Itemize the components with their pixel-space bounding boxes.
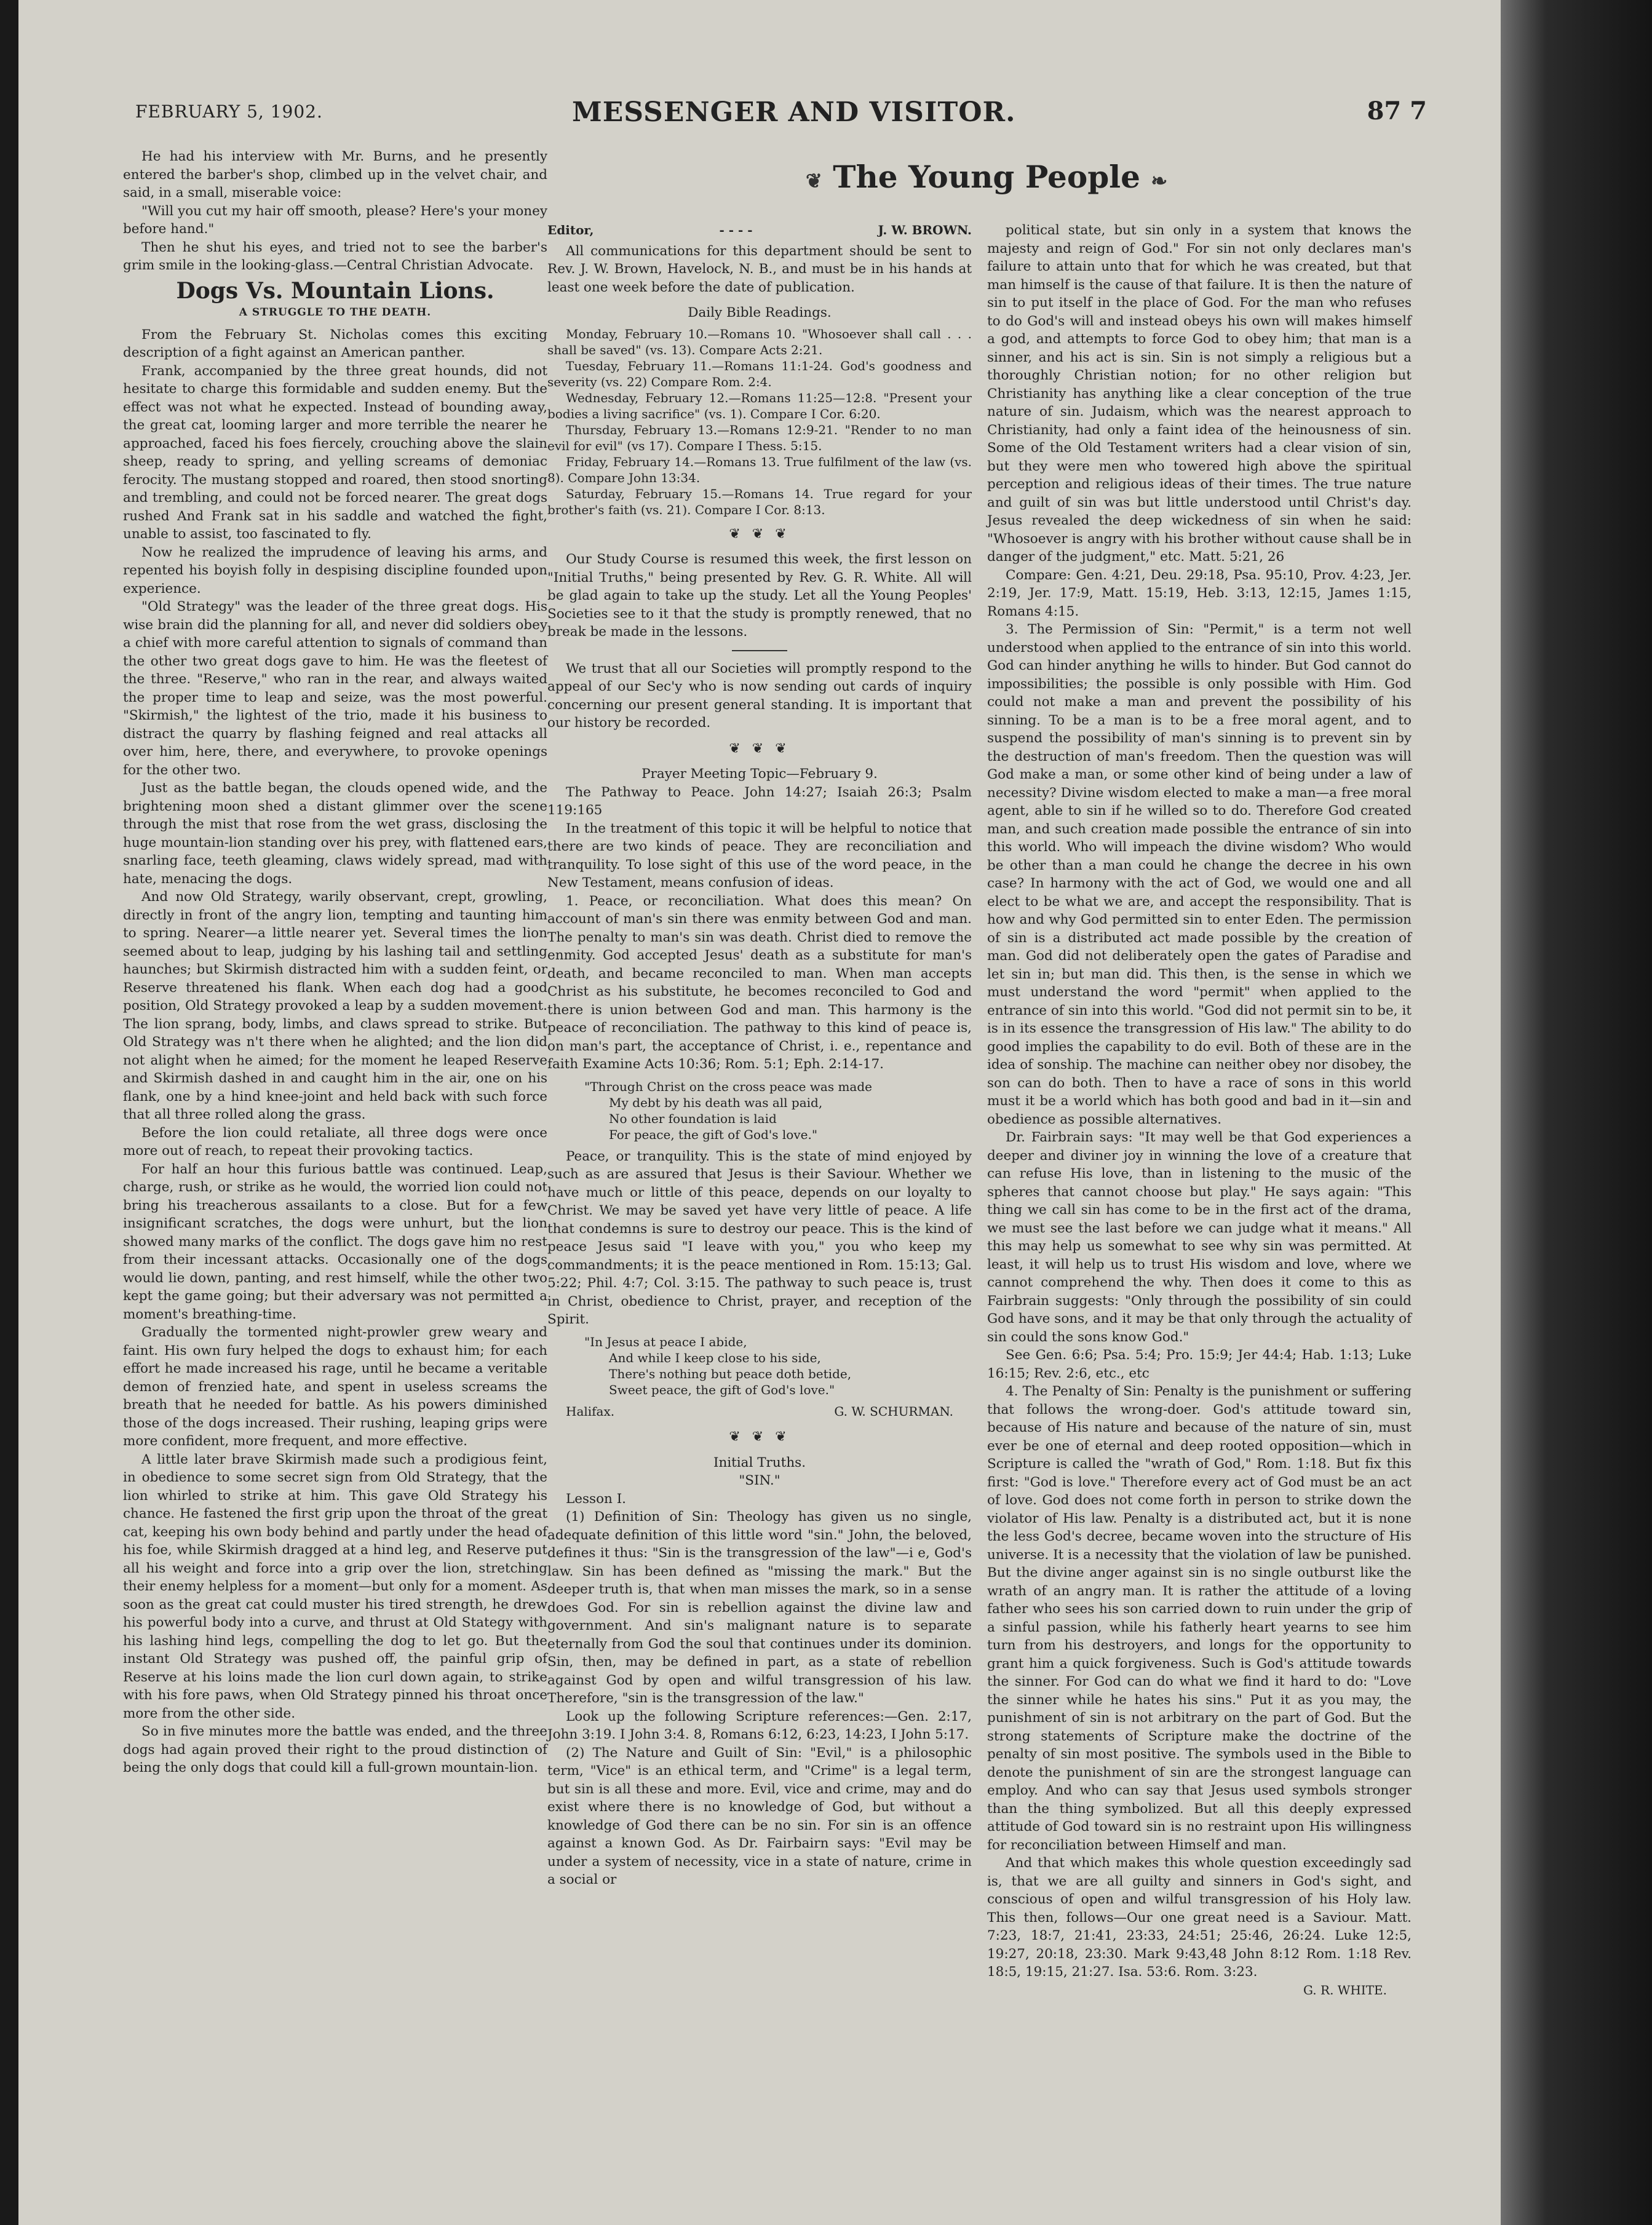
separator-ornament: ❦ ❦ ❦ [729,740,790,756]
paragraph: (1) Definition of Sin: Theology has given us no single, adequate definition of this little word "sin." John, the beloved, defines it thus: "Sin is the transgression of the law"—i e, God's law. Sin has been defined as "missing the mark." But the deeper truth is, that when man misses the mark, so in a sense does God. For sin is rebellion against the divine law and government. And sin's malignant nature is to separate eternally from God the soul that continues under its dominion. Sin, then, may be defined in part, as a state of rebellion against God by open and wilful transgression of his law. Therefore, "sin is the transgression of the law." [547,1509,972,1706]
paragraph: 3. The Permission of Sin: "Permit," is a term not well understood when applied to the entrance of sin into this world. God can hinder anything he wills to hinder. But God cannot do impossibilities; the possible is only possible with Him. God could not make a man and prevent the possibility of his sinning. To be a man is to be a free moral agent, and to suspend the possibility of man's sinning is to prevent sin by the destruction of man's freedom. Then the question was will God make a man, or some other kind of being under a law of necessity? Divine wisdom elected to make a man—a free moral agent, able to sin if he willed so to do. Therefore God created man, and such creation made possible the entrance of sin into this world. Who will impeach the divine wisdom? Who would be other than a man could he change the decree in his own case? In harmony with the act of God, we would one and all elect to be what we are, and accept the responsibility. That is how and why God permitted sin to enter Eden. The permission of sin is a distributed act made possible by the creation of man. God did not deliberately open the gates of Paradise and let sin in; but man did. This then, is the sense in which we must understand the word "permit" when applied to the entrance of sin into this world. "God did not permit sin to be, it is in its essence the transgression of His law." The ability to do good implies the capability to do evil. Both of these are in the idea of sonship. The machine can neither obey nor disobey, the son can do both. Then to have a race of sons in this world must it be a world which has both good and bad in it—sin and obedience as possible alternatives. [987,622,1412,1127]
page-header [105,95,1427,132]
editor-name: J. W. BROWN. [878,223,972,237]
column-right [987,221,1412,1999]
verse-line: Sweet peace, the gift of God's love." [609,1382,835,1397]
paragraph: 1. Peace, or reconciliation. What does this mean? On account of man's sin there was enmity between God and man. The penalty to man's sin was death. Christ died to remove the enmity. God accepted Jesus' death as a substitute for man's death, and became reconciled to man. When man accepts Christ as his substitute, he becomes reconciled to God and there is union between God and man. This harmony is the peace of reconciliation. The pathway to this kind of peace is, on man's part, the acceptance of Christ, i. e., repentance and faith Examine Acts 10:36; Rom. 5:1; Eph. 2:14-17. [547,893,972,1072]
paragraph: Dr. Fairbrain says: "It may well be that God experiences a deeper and diviner joy in winning the love of a creature that can refuse His love, than in listening to the music of the spheres that cannot choose but play." He says again: "This thing we call sin has come to be in the first act of the drama, we must see the last before we can judge what it means." All this may help us somewhat to see why sin was permitted. At least, it will help us to trust His wisdom and love, where we cannot comprehend the why. Then does it come to this as Fairbrain suggests: "Only through the possibility of sin could God have sons, and it may be that only through the actuality of sin could the sons know God." [987,1130,1412,1345]
initial-truths-title: Initial Truths. [713,1454,806,1470]
peace-article [547,820,972,1074]
paragraph: And that which makes this whole question exceedingly sad is, that we are all guilty and sinners in God's sight, and conscious of open and wilful transgression of his Holy law. This then, follows—Our one great need is a Saviour. Matt. 7:23, 18:7, 21:41, 23:33, 24:51; 25:46, 26:24. Luke 12:5, 19:27, 20:18, 23:30. Mark 9:43,48 John 8:12 Rom. 1:18 Rev. 18:5, 19:15, 21:27. Isa. 53:6. Rom. 3:23. [987,1855,1412,1980]
bible-reading-item: Wednesday, February 12.—Romans 11:25—12:8. "Present your bodies a living sacrifice" (vs. 1). Compare I Cor. 6:20. [547,390,972,421]
initial-truths-subtitle: "SIN." [739,1473,780,1488]
masthead-title: MESSENGER AND VISITOR. [572,97,1016,128]
paragraph: See Gen. 6:6; Psa. 5:4; Pro. 15:9; Jer 44:4; Hab. 1:13; Luke 16:15; Rev. 2:6, etc., etc [987,1347,1412,1381]
bible-readings-list [547,326,972,518]
paragraph: For half an hour this furious battle was continued. Leap, charge, rush, or strike as he would, the worried lion could not bring his treacherous assailants to a close. But for a few insignificant scratches, the dogs were unhurt, but the lion showed many marks of the conflict. The dogs gave him no rest from their incessant attacks. Occasionally one of the dogs would lie down, panting, and rest himself, while the other two kept the game going; but their adversary was not permitted a moment's breathing-time. [123,1161,547,1322]
divider-rule [732,650,787,651]
paragraph: political state, but sin only in a system that knows the majesty and reign of God." For sin not only declares man's failure to attain unto that for which he was created, but that man himself is the cause of that failure. It is then the nature of sin to put itself in the place of God. For the man who refuses to do God's will and instead obeys his own will makes himself a god, and attempts to force God to obey him; that man is a sinner, and his act is sin. Sin is not simply a religious but a thoroughly Christian notion; for no other religion but Christianity has anything like a clear conception of the true nature of sin. Judaism, which was the nearest approach to Christianity, had only a faint idea of the heinousness of sin. Some of the Old Testament writers had a clear vision of sin, but they were men who towered high above the spiritual perception and religious ideas of their times. The true nature and guilt of sin was but little understood until Christ's day. Jesus revealed the deep wickedness of sin when he said: "Whosoever is angry with his brother without cause shall be in danger of the judgment," etc. Matt. 5:21, 26 [987,223,1412,565]
paragraph: From the February St. Nicholas comes this exciting description of a fight against an American panther. [123,327,547,360]
paragraph: And now Old Strategy, warily observant, crept, growling, directly in front of the angry lion, tempting and taunting him to spring. Nearer—a little nearer yet. Several times the lion seemed about to leap, judging by his lashing tail and settling haunches; but Skirmish distracted him with a sudden feint, or Reserve threatened his flank. When each dog had a good position, Old Strategy provoked a leap by a sudden movement. The lion sprang, body, limbs, and claws spread to strike. But Old Strategy was n't there when he alighted; and the lion did not alight when he aimed; for the moment he leaped Reserve and Skirmish dashed in and caught him in the air, one on his flank, one by a hind knee-joint and held back with such force that all three rolled along the grass. [123,889,547,1122]
lesson-body [547,1508,972,1889]
paragraph: In the treatment of this topic it will be helpful to notice that there are two kinds of peace. They are reconciliation and tranquility. To lose sight of this use of the word peace, in the New Testament, means confusion of ideas. [547,820,972,890]
bible-reading-item: Monday, February 10.—Romans 10. "Whosoever shall call . . . shall be saved" (vs. 13). Compare Acts 2:21. [547,326,972,357]
verse-line: "Through Christ on the cross peace was made [584,1079,872,1094]
signature-place: Halifax. [566,1403,615,1419]
editor-label: Editor, [547,223,594,237]
section-title-text: The Young People [833,159,1140,195]
bible-reading-item: Friday, February 14.—Romans 13. True fulfilment of the law (vs. 8). Compare John 13:34. [547,454,972,485]
fleuron-right-icon: ❧ [1151,169,1168,192]
verse-line: There's nothing but peace doth betide, [609,1366,852,1381]
verse-line: No other foundation is laid [609,1111,777,1126]
societies-note: We trust that all our Societies will promptly respond to the appeal of our Sec'y who is now sending out cards of inquiry concerning our present general standing. It is important that our history be recorded. [547,660,972,731]
article-subtitle-dogs: A STRUGGLE TO THE DEATH. [239,306,432,319]
paragraph: Compare: Gen. 4:21, Deu. 29:18, Psa. 95:10, Prov. 4:23, Jer. 2:19, Jer. 17:9, Matt. 15:19, Heb. 3:13, 12:15, James 1:15, Romans 4:15. [987,567,1412,619]
editor-line [547,221,972,240]
paragraph: Just as the battle began, the clouds opened wide, and the brightening moon shed a distant glimmer over the scene through the mist that rose from the wet grass, disclosing the huge mountain-lion standing over his prey, with flattened ears, snarling face, teeth gleaming, claws widely spread, mad with hate, menacing the dogs. [123,780,547,887]
hymn-verse [584,1334,972,1398]
prayer-topic-title: Prayer Meeting Topic—February 9. [641,766,878,782]
prayer-topic-text: The Pathway to Peace. John 14:27; Isaiah 26:3; Psalm 119:165 [547,784,972,818]
article-title-dogs: Dogs Vs. Mountain Lions. [176,277,494,304]
fleuron-left-icon: ❦ [806,169,822,192]
paragraph: Gradually the tormented night-prowler grew weary and faint. His own fury helped the dogs to exhaust him; for each effort he made increased his rage, until he became a veritable demon of frenzied hate, and spent in useless screams the breath that he needed for battle. As his powers diminished those of the dogs increased. Their rushing, leaping grips were more confident, more frequent, and more effective. [123,1325,547,1449]
paragraph: "Will you cut my hair off smooth, please? Here's your money before hand." [123,203,547,237]
paragraph: (2) The Nature and Guilt of Sin: "Evil," is a philosophic term, "Vice" is an ethical term, and "Crime" is a legal term, but sin is all these and more. Evil, vice and crime, may and do exist where there is no knowledge of God, but without a knowledge of God there can be no sin. For sin is an offence against a known God. As Dr. Fairbairn says: "Evil may be under a system of necessity, vice in a state of nature, crime in a social or [547,1745,972,1887]
editor-note: All communications for this department should be sent to Rev. J. W. Brown, Havelock, N. B., and must be in his hands at least one week before the date of publication. [547,243,972,295]
study-course-note: Our Study Course is resumed this week, the first lesson on "Initial Truths," being presented by Rev. G. R. White. All will be glad again to take up the study. Let all the Young Peoples' Societies see to it that the study is promptly renewed, that no break be made in the lessons. [547,552,972,640]
bible-reading-item: Tuesday, February 11.—Romans 11:1-24. God's goodness and severity (vs. 22) Compare Rom. 2:4. [547,358,972,389]
signature-name: G. W. SCHURMAN. [834,1403,953,1419]
paragraph: A little later brave Skirmish made such a prodigious feint, in obedience to some secret sign from Old Strategy, that the lion whirled to strike at him. This gave Old Strategy his chance. He fastened the first grip upon the throat of the great cat, keeping his own body behind and partly under the head of his foe, while Skirmish dragged at a hind leg, and Reserve put all his weight and force into a grip over the lion, stretching their enemy helpless for a moment—but only for a moment. As soon as the great cat could muster his tired strength, he drew his powerful body into a curve, and thrust at Old Stategy with his lashing hind legs, compelling the dog to let go. But the instant Old Strategy was pushed off, the painful grip of Reserve at his loins made the lion curl down again, to strike with his fore paws, when Old Strategy pinned his throat once more from the other side. [123,1451,547,1721]
verse-line: For peace, the gift of God's love." [609,1127,818,1142]
page-number: 87 7 [1367,97,1427,125]
lesson-signature: G. R. WHITE. [1303,1982,1387,1997]
separator-ornament: ❦ ❦ ❦ [729,526,790,542]
paragraph: Look up the following Scripture references:—Gen. 2:17, John 3:19. I John 3:4. 8, Romans 6:12, 6:23, 14:23, I John 5:17. [547,1708,972,1742]
column-left [123,148,547,1777]
column-middle [547,221,972,1889]
paragraph: Now he realized the imprudence of leaving his arms, and repented his boyish folly in despising discipline founded upon experience. [123,544,547,597]
paragraph: Then he shut his eyes, and tried not to see the barber's grim smile in the looking-glass.—Central Christian Advocate. [123,239,547,273]
section-title-young-people [806,159,1167,195]
paragraph: He had his interview with Mr. Burns, and he presently entered the barber's shop, climbed up in the velvet chair, and said, in a small, miserable voice: [123,149,547,200]
bible-reading-item: Saturday, February 15.—Romans 14. True regard for your brother's faith (vs. 21). Compare I Cor. 8:13. [547,486,972,517]
lesson-continued [987,221,1412,1981]
separator-ornament: ❦ ❦ ❦ [729,1429,790,1445]
paragraph: "Old Strategy" was the leader of the three great dogs. His wise brain did the planning for all, and never did soldiers obey a chief with more careful attention to signals of command than the other two great dogs gave to him. He was the fleetest of the three. "Reserve," who ran in the rear, and always waited the proper time to leap and seize, was the most powerful. "Skirmish," the lightest of the trio, made it his business to distract the quarry by flashing feigned and real attacks all over him, here, there, and everywhere, to provoke openings for the other two. [123,599,547,778]
verse-line: And while I keep close to his side, [609,1350,821,1365]
lesson-label: Lesson I. [566,1491,627,1507]
scan-edge [1501,0,1652,2225]
paragraph: 4. The Penalty of Sin: Penalty is the punishment or suffering that follows the wrong-doer. God's attitude toward sin, because of His nature and because of the nature of sin, must ever be one of eternal and deep rooted opposition—which in Scripture is called the "wrath of God," Rom. 1:18. But fix this first: "God is love." Therefore every act of God must be an act of love. God does not come forth in person to strike down the violator of His law. Penalty is a distributed act, but it is none the less God's decree, became woven into the structure of His universe. It is a necessity that the violation of law be punished. But the divine anger against sin is no single outburst like the wrath of an angry man. It is rather the attitude of a loving father who sees his son carried down to ruin under the grip of a sinful passion, while his fatherly heart yearns to see him turn from his destroyers, and longs for the opportunity to grant him a quick forgiveness. Such is God's attitude towards the sinner. For God can do what we find it hard to do: "Love the sinner while he hates his sins." Put it as you may, the punishment of sin is not arbitrary on the part of God. But the strong statements of Scripture make the doctrine of the penalty of sin most positive. The symbols used in the Bible to denote the punishment of sin are the strongest language can employ. And who can say that Jesus used symbols stronger than the thing symbolized. But all this deeply expressed attitude of God toward sin is no restraint upon His willingness for reconciliation between Himself and man. [987,1384,1412,1853]
hymn-verse [584,1079,972,1143]
issue-date: FEBRUARY 5, 1902. [135,101,323,122]
bible-reading-item: Thursday, February 13.—Romans 12:9-21. "Render to no man evil for evil" (vs 17). Compare I Thess. 5:15. [547,422,972,453]
story-ending [123,148,547,275]
bible-readings-title: Daily Bible Readings. [688,305,832,320]
signature-line [547,1403,972,1421]
paragraph: Before the lion could retaliate, all three dogs were once more out of reach, to repeat their provoking tactics. [123,1125,547,1159]
paragraph: Frank, accompanied by the three great hounds, did not hesitate to charge this formidable and sudden enemy. But the effect was not what he expected. Instead of bounding away, the great cat, looming larger and more terrible the nearer he approached, faced his foes fiercely, crouching above the slain sheep, ready to spring, and yelling screams of demoniac ferocity. The mustang stopped and roared, then stood snorting and trembling, and could not be forced nearer. The great dogs rushed And Frank sat in his saddle and watched the fight, unable to assist, too fascinated to fly. [123,363,547,542]
verse-line: My debt by his death was all paid, [609,1095,823,1110]
editor-dashes: - - - - [719,223,753,237]
verse-line: "In Jesus at peace I abide, [584,1334,747,1349]
peace-paragraph: Peace, or tranquility. This is the state of mind enjoyed by such as are assured that Jesus is their Saviour. Whether we have much or little of this peace, depends on our loyalty to Christ. We may be saved yet have very little of peace. A life that condemns is sure to destroy our peace. This is the kind of peace Jesus said "I leave with you," you who keep my commandments; it is the peace mentioned in Rom. 15:13; Gal. 5:22; Phil. 4:7; Col. 3:15. The pathway to such peace is, trust in Christ, obedience to Christ, prayer, and reception of the Spirit. [547,1148,972,1327]
paragraph: So in five minutes more the battle was ended, and the three dogs had again proved their right to the proud distinction of being the only dogs that could kill a full-grown mountain-lion. [123,1724,547,1775]
newspaper-page [18,0,1501,2225]
article-body-dogs [123,326,547,1777]
